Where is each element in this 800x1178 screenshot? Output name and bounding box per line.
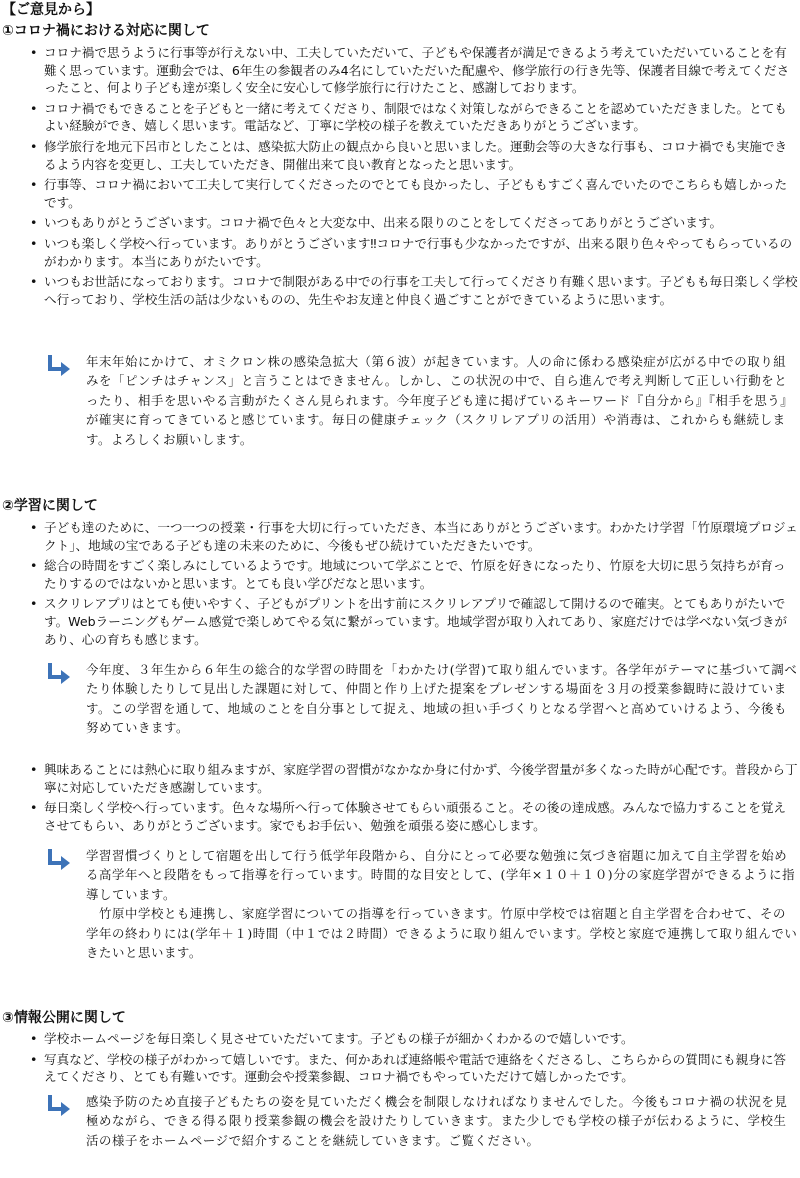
reply-arrow-icon: [46, 848, 72, 872]
opinion-item: • 学校ホームページを毎日楽しく見させていただいてます。子どもの様子が細かくわかるので嬉しいです。: [30, 1030, 798, 1048]
section-title-covid: ①コロナ禍における対応に関して: [2, 23, 210, 39]
school-reply-learning: [46, 660, 798, 738]
reply-text: 年末年始にかけて、オミクロン株の感染急拡大（第６波）が起きています。人の命に係わる感染症が広がる中での取り組みを「ピンチはチャンス」と言うことはできません。しかし、この状況の中で、自ら進んで考え判断して正しい行動をとったり、相手を思いやる言動がたくさん見られます。今年度子ども達に掲げているキーワード『自分から』『相手を思う』が確実に育ってきていると感じています。毎日の健康チェック（スクリレアプリの活用）や消毒は、これからも継続します。よろしくお願いします。: [86, 354, 794, 447]
opinion-item: • いつもありがとうございます。コロナ禍で色々と大変な中、出来る限りのことをしてくださってありがとうございます。: [30, 214, 798, 232]
page-title: 【ご意見から】: [2, 2, 100, 18]
opinion-list-learning-2: [30, 761, 798, 837]
reply-arrow-icon: [46, 662, 72, 686]
opinion-item: • コロナ禍でもできることを子どもと一緒に考えてくださり、制限ではなく対策しながらできることを認めていただきました。とてもよい経験ができ、嬉しく思います。電話など、丁寧に学校の様子を教えていただきありがとうございます。: [30, 100, 798, 135]
opinion-item: • 写真など、学校の様子がわかって嬉しいです。また、何かあれば連絡帳や電話で連絡をくださるし、こちらからの質問にも親身に答えてくださり、とても有難いです。運動会や授業参観、コロナ禍でもやっていただけて嬉しかったです。: [30, 1051, 798, 1086]
opinion-item: • 興味あることには熱心に取り組みますが、家庭学習の習慣がなかなか身に付かず、今後学習量が多くなった時が心配です。普段から丁寧に対応していただき感謝しています。: [30, 761, 798, 796]
reply-text: 感染予防のため直接子どもたちの姿を見ていただく機会を制限しなければなりませんでした。今後もコロナ禍の状況を見極めながら、できる得る限り授業参観の機会を設けたりしていきます。また少しでも学校の様子が伝わるように、学校生活の様子をホームページで紹介することを継続していきます。ご覧ください。: [86, 1094, 788, 1148]
opinion-item: • いつも楽しく学校へ行っています。ありがとうございます‼コロナで行事も少なかったですが、出来る限り色々やってもらっているのがわかります。本当にありがたいです。: [30, 235, 798, 270]
reply-text: 今年度、３年生から６年生の総合的な学習の時間を「わかたけ(学習)て取り組んでいます。各学年がテーマに基づいて調べたり体験したりして見出した課題に対して、仲間と作り上げた提案をプレゼンする場面を３月の授業参観時に設けています。この学習を通して、地域のことを自分事として捉え、地域の担い手づくりとなる学習へと高めていけるよう、今後も努めていきます。: [86, 662, 798, 736]
opinion-list-info: [30, 1030, 798, 1089]
school-reply-covid: [46, 352, 798, 449]
section-title-info: ③情報公開に関して: [2, 1010, 126, 1026]
opinion-item: • スクリレアプリはとても使いやすく、子どもがプリントを出す前にスクリレアプリで確認して開けるので確実。とてもありがたいです。Webラーニングもゲーム感覚で楽しめてやる気に繋がっています。地域学習が取り入れてあり、家庭だけでは学べない気づきがあり、心の育ちも感じます。: [30, 595, 798, 648]
school-reply-info: [46, 1092, 798, 1150]
reply-text: 学習習慣づくりとして宿題を出して行う低学年段階から、自分にとって必要な勉強に気づき宿題に加えて自主学習を始める高学年へと段階をもって指導を行っています。時間的な目安として、(学年×１０＋１０)分の家庭学習ができるように指導しています。 竹原中学校とも連携し、家庭学習についての指導を行っていきます。竹原中学校では宿題と自主学習を合わせて、その学年の終わりには(学年＋１)時間（中１では２時間）できるように取り組んでいます。学校と家庭で連携して取り組んでいきたいと思います。: [86, 848, 798, 961]
opinion-item: • 修学旅行を地元下呂市としたことは、感染拡大防止の観点から良いと思いました。運動会等の大きな行事も、コロナ禍でも実施できるよう内容を変更し、工夫していただき、開催出来て良い教育となったと思います。: [30, 138, 798, 173]
opinion-item: • 子ども達のために、一つ一つの授業・行事を大切に行っていただき、本当にありがとうございます。わかたけ学習「竹原環境プロジェクト」、地域の宝である子ども達の未来のために、今後もぜひ続けていただきたいです。: [30, 519, 798, 554]
opinion-item: • 毎日楽しく学校へ行っています。色々な場所へ行って体験させてもらい頑張ること。その後の達成感。みんなで協力することを覚えさせてもらい、ありがとうございます。家でもお手伝い、勉強を頑張る姿に感心します。: [30, 799, 798, 834]
opinion-list-learning: [30, 519, 798, 651]
opinion-item: • 行事等、コロナ禍において工夫して実行してくださったのでとても良かったし、子どももすごく喜んでいたのでこちらも嬉しかったです。: [30, 176, 798, 211]
school-reply-homework: [46, 846, 798, 962]
opinion-list-covid: [30, 44, 798, 311]
opinion-item: • 総合の時間をすごく楽しみにしているようです。地域について学ぶことで、竹原を好きになったり、竹原を大切に思う気持ちが育ったりするのではないかと思います。とても良い学びだなと思います。: [30, 557, 798, 592]
reply-arrow-icon: [46, 1094, 72, 1118]
opinion-item: • コロナ禍で思うように行事等が行えない中、工夫していただいて、子どもや保護者が満足できるよう考えていただいていることを有難く思っています。運動会では、6年生の参観者のみ4名にしていただいた配慮や、修学旅行の行き先等、保護者目線で考えてくださったこと、何より子ども達が楽しく安全に安心して修学旅行に行けたこと、感謝しております。: [30, 44, 798, 97]
section-title-learning: ②学習に関して: [2, 498, 98, 514]
reply-arrow-icon: [46, 354, 72, 378]
opinion-item: • いつもお世話になっております。コロナで制限がある中での行事を工夫して行ってくださり有難く思います。子どもも毎日楽しく学校へ行っており、学校生活の話は少ないものの、先生やお友達と仲良く過ごすことができているように思います。: [30, 273, 798, 308]
